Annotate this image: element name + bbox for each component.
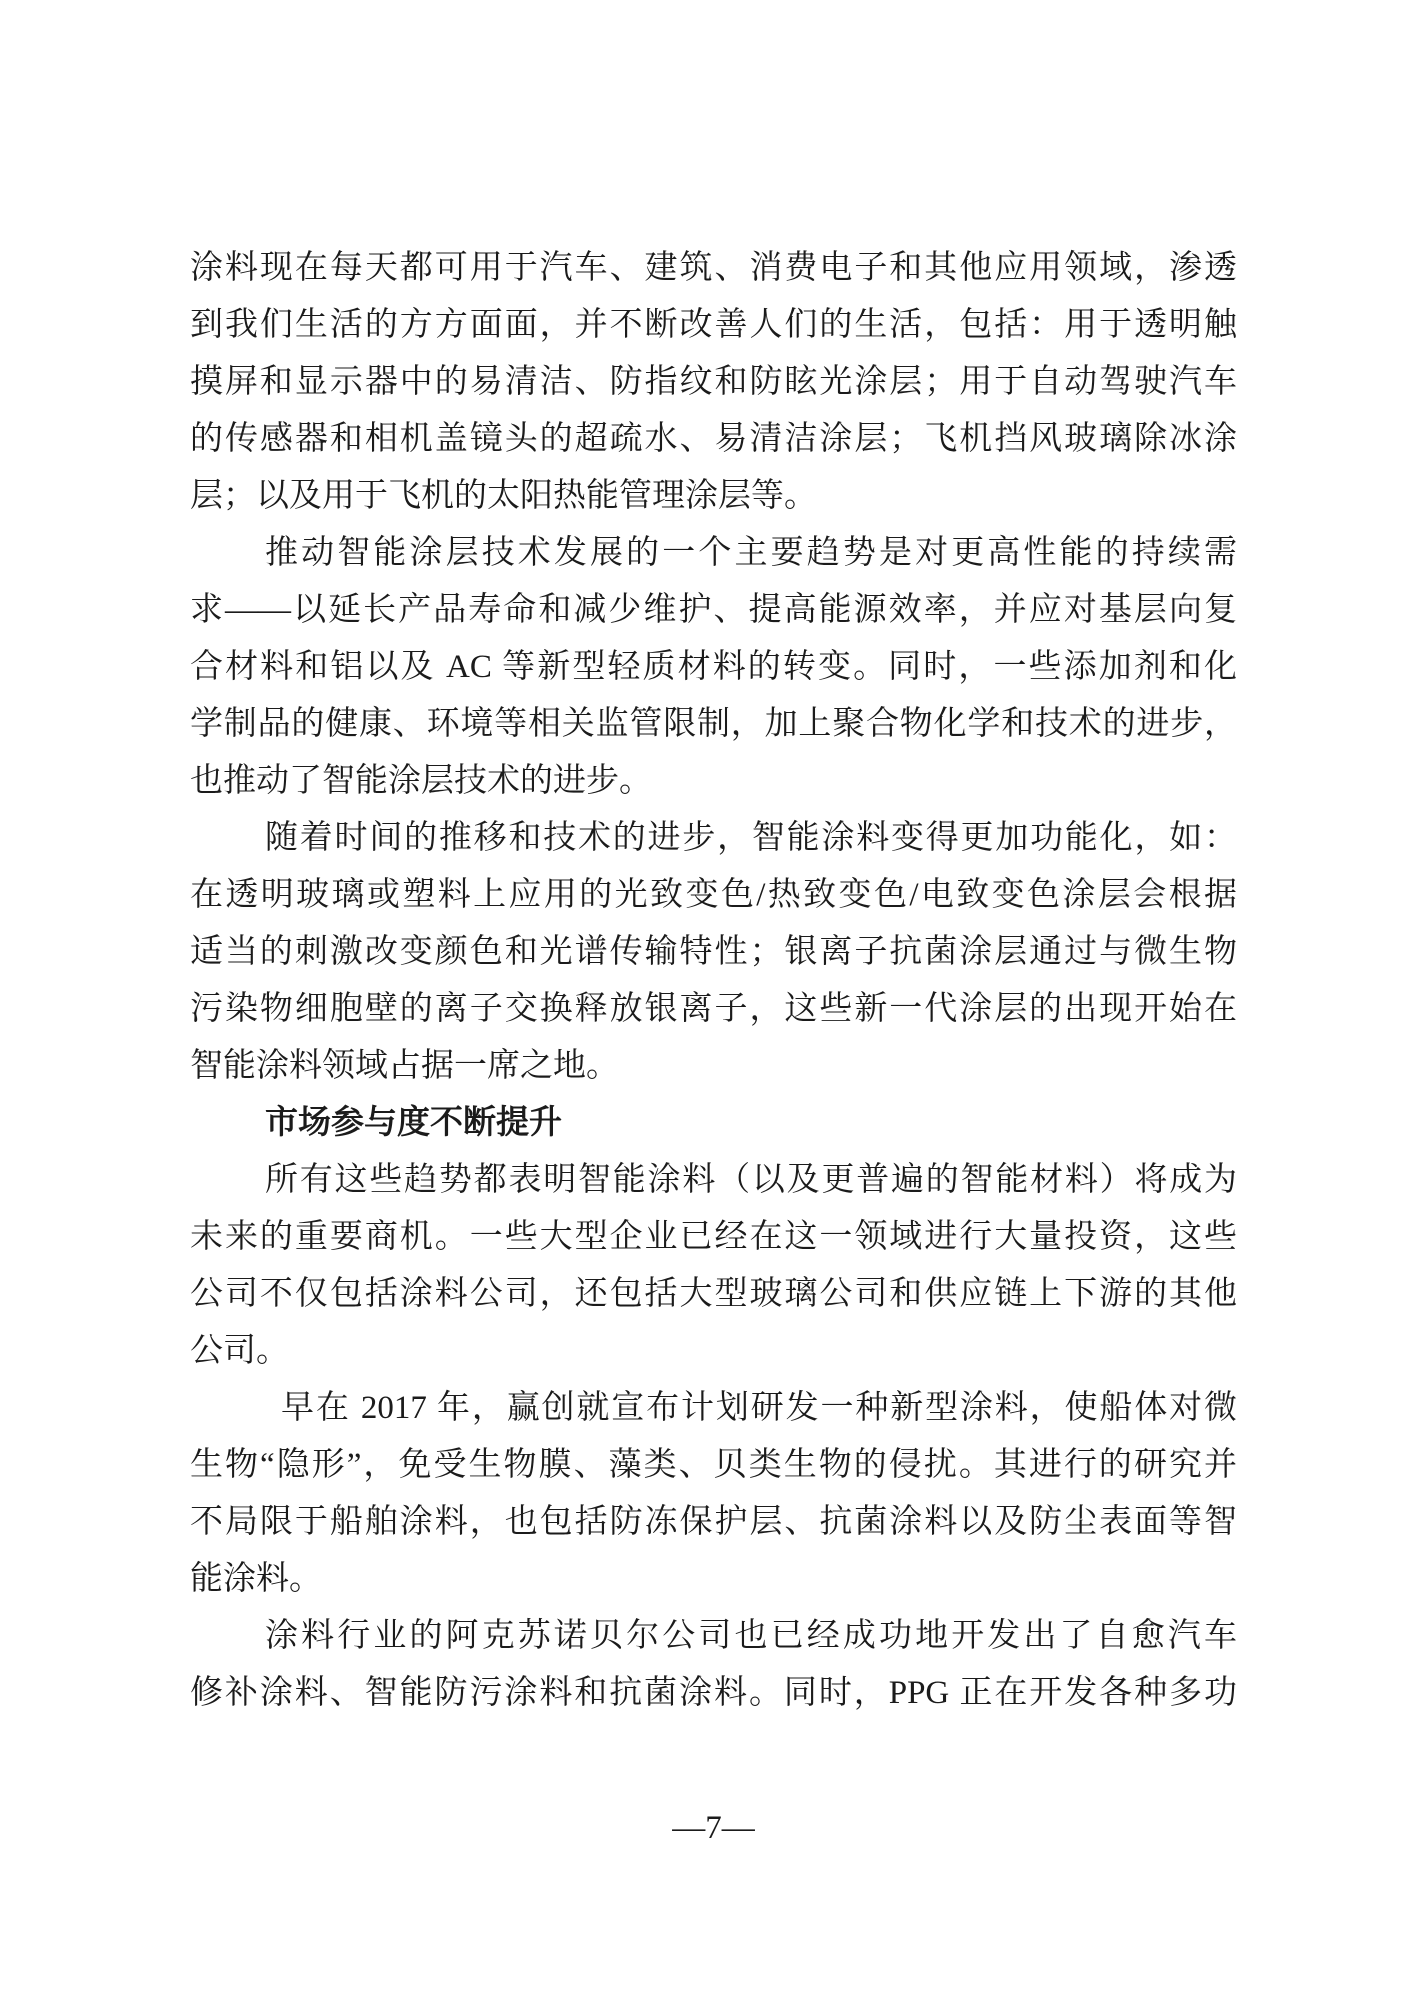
page-number: —7— xyxy=(672,1810,755,1846)
text-line: 也推动了智能涂层技术的进步。 xyxy=(190,763,652,799)
text-line: 合材料和铝以及 AC 等新型轻质材料的转变。同时，一些添加剂和化 xyxy=(190,649,1237,685)
text-line: 涂料行业的阿克苏诺贝尔公司也已经成功地开发出了自愈汽车 xyxy=(265,1618,1237,1654)
text-line: 未来的重要商机。一些大型企业已经在这一领域进行大量投资，这些 xyxy=(190,1219,1237,1255)
text-line: 生物“隐形”，免受生物膜、藻类、贝类生物的侵扰。其进行的研究并 xyxy=(190,1447,1237,1483)
text-line: 所有这些趋势都表明智能涂料（以及更普遍的智能材料）将成为 xyxy=(265,1162,1237,1198)
text-line: 在透明玻璃或塑料上应用的光致变色/热致变色/电致变色涂层会根据 xyxy=(190,877,1237,913)
text-line: 涂料现在每天都可用于汽车、建筑、消费电子和其他应用领域，渗透 xyxy=(190,250,1237,286)
text-line: 市场参与度不断提升 xyxy=(265,1105,562,1141)
text-line: 智能涂料领域占据一席之地。 xyxy=(190,1048,619,1084)
text-line: 推动智能涂层技术发展的一个主要趋势是对更高性能的持续需 xyxy=(265,535,1237,571)
text-line: 求——以延长产品寿命和减少维护、提高能源效率，并应对基层向复 xyxy=(190,592,1237,628)
text-line: 能涂料。 xyxy=(190,1561,322,1597)
text-line: 早在 2017 年，赢创就宣布计划研发一种新型涂料，使船体对微 xyxy=(281,1390,1237,1426)
text-line: 到我们生活的方方面面，并不断改善人们的生活，包括：用于透明触 xyxy=(190,307,1237,343)
text-line: 公司。 xyxy=(190,1333,289,1369)
text-line: 随着时间的推移和技术的进步，智能涂料变得更加功能化，如： xyxy=(265,820,1237,856)
text-line: 公司不仅包括涂料公司，还包括大型玻璃公司和供应链上下游的其他 xyxy=(190,1276,1237,1312)
text-line: 不局限于船舶涂料，也包括防冻保护层、抗菌涂料以及防尘表面等智 xyxy=(190,1504,1237,1540)
text-line: 污染物细胞壁的离子交换释放银离子，这些新一代涂层的出现开始在 xyxy=(190,991,1237,1027)
text-line: 的传感器和相机盖镜头的超疏水、易清洁涂层；飞机挡风玻璃除冰涂 xyxy=(190,421,1237,457)
text-line: 适当的刺激改变颜色和光谱传输特性；银离子抗菌涂层通过与微生物 xyxy=(190,934,1237,970)
text-line: 摸屏和显示器中的易清洁、防指纹和防眩光涂层；用于自动驾驶汽车 xyxy=(190,364,1237,400)
text-line: 修补涂料、智能防污涂料和抗菌涂料。同时，PPG 正在开发各种多功 xyxy=(190,1675,1237,1711)
text-line: 学制品的健康、环境等相关监管限制，加上聚合物化学和技术的进步， xyxy=(190,706,1237,742)
text-line: 层；以及用于飞机的太阳热能管理涂层等。 xyxy=(190,478,817,514)
document-body xyxy=(190,240,1237,1722)
